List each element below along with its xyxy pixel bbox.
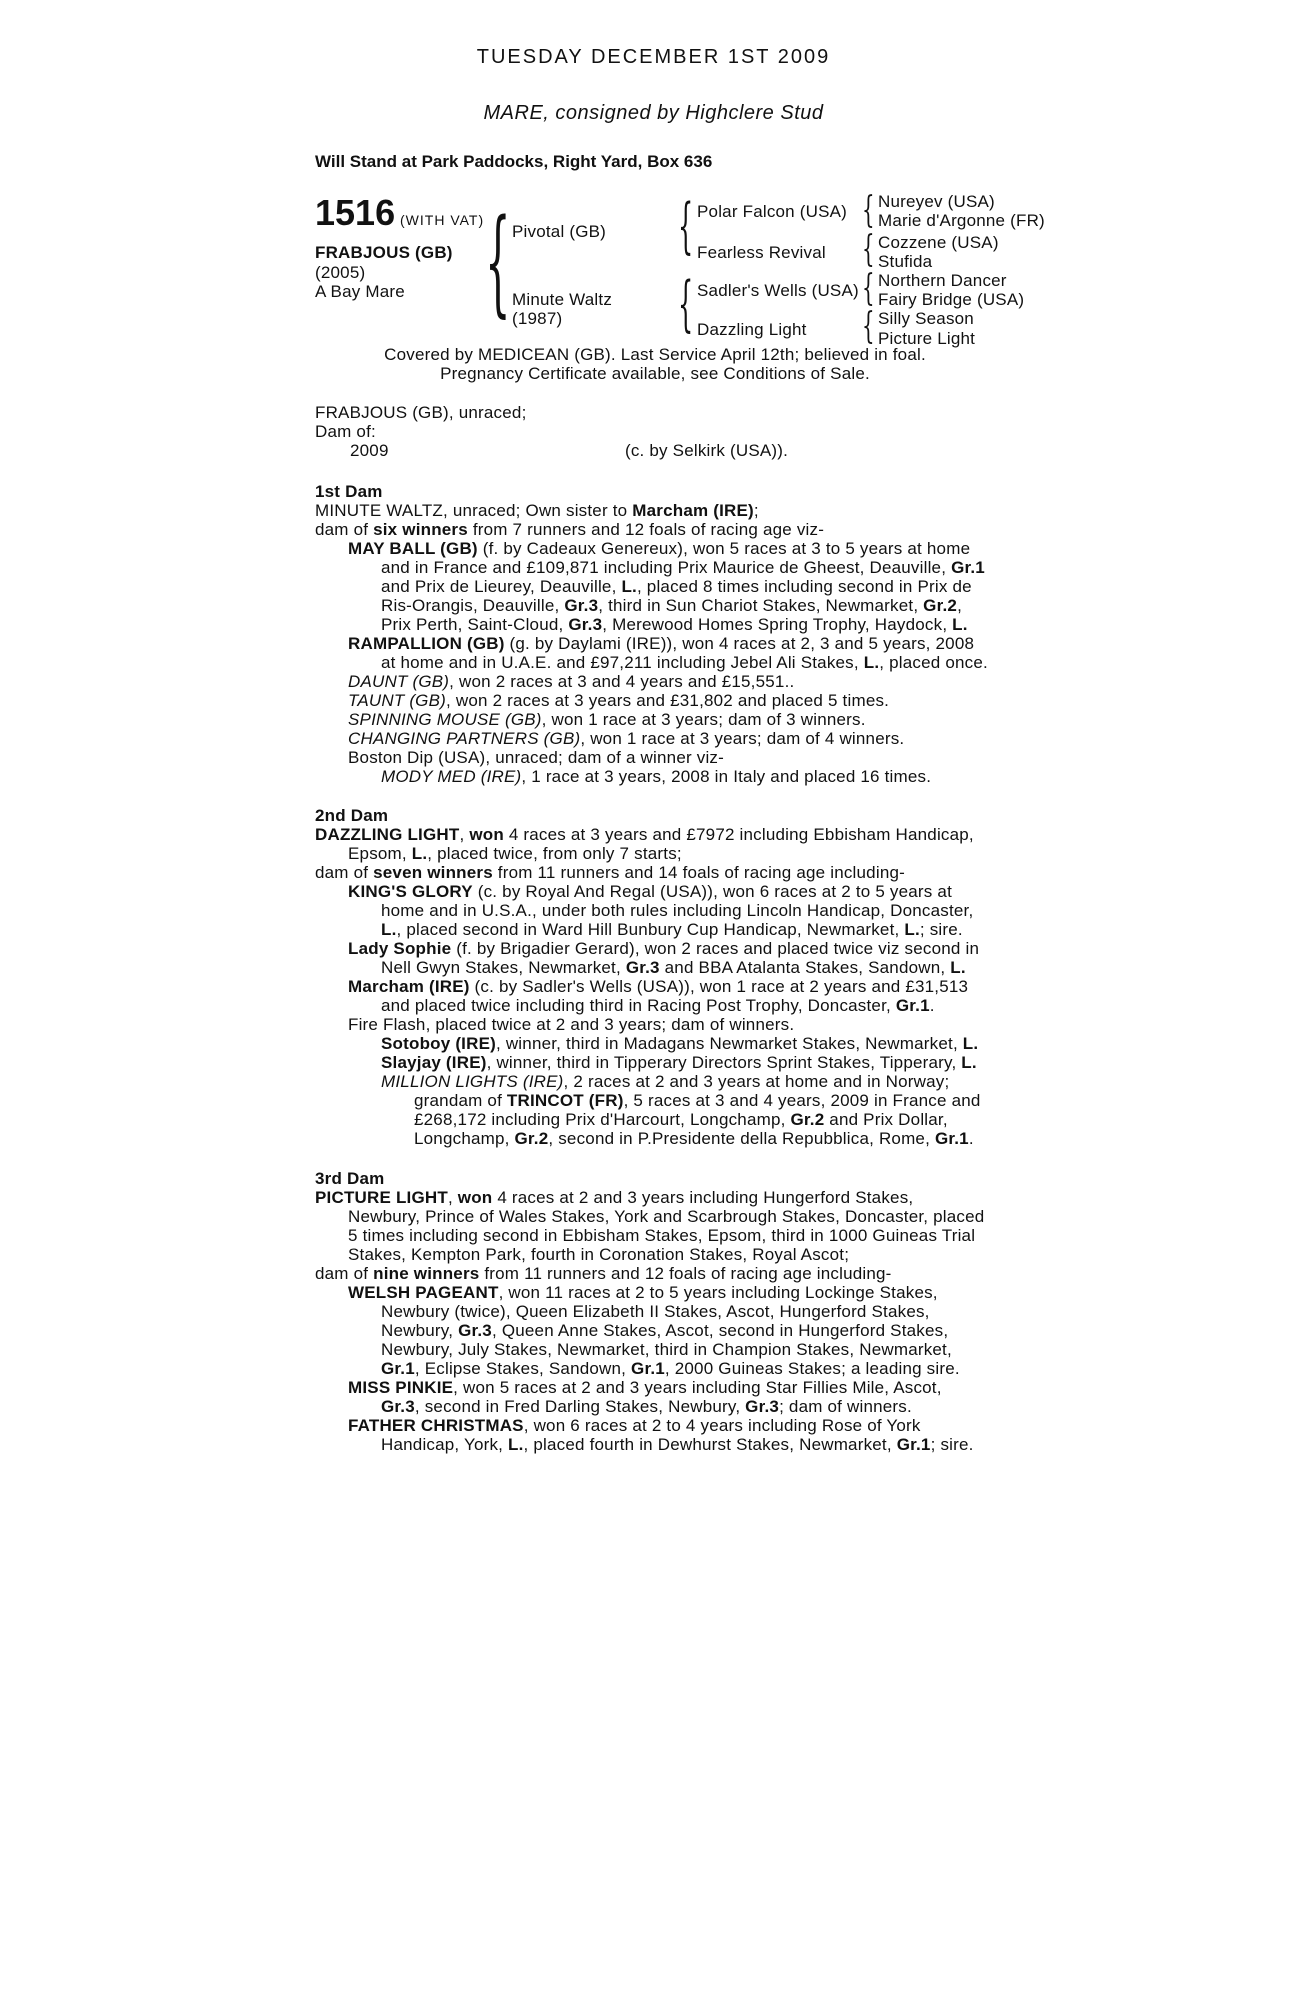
pedigree-dsd: Fairy Bridge (USA) — [878, 290, 1025, 309]
text: from 11 runners and 14 foals of racing age including- — [492, 863, 905, 882]
pedigree-brace-main: { — [485, 195, 511, 329]
text: Boston Dip (USA), unraced; dam of a winner viz- — [348, 748, 724, 767]
text: seven winners — [373, 863, 493, 882]
text: at home and in U.A.E. and £97,211 including Jebel Ali Stakes, — [381, 653, 864, 672]
text: , won 2 races at 3 and 4 years and £15,551.. — [449, 672, 795, 691]
text: , won 6 races at 2 to 4 years including Rose of York — [523, 1416, 921, 1435]
text: Fire Flash, placed twice at 2 and 3 years; dam of winners. — [348, 1015, 795, 1034]
produce-kings-glory — [348, 882, 995, 939]
horse-name: SPINNING MOUSE (GB) — [348, 710, 542, 729]
horse-name: FATHER CHRISTMAS — [348, 1416, 524, 1435]
produce-mody-med — [381, 767, 995, 786]
text: , won 1 race at 3 years; dam of 4 winners. — [580, 729, 905, 748]
produce-rampallion — [348, 634, 995, 672]
text: L. — [904, 920, 920, 939]
horse-name: PICTURE LIGHT — [315, 1188, 448, 1207]
pedigree-sdd: Stufida — [878, 252, 933, 271]
text: (f. by Cadeaux Genereux), won 5 races at 3 to 5 years at home — [477, 539, 971, 558]
produce-slayjay — [381, 1053, 995, 1072]
text: , placed twice, from only 7 starts; — [427, 844, 682, 863]
text: from 7 runners and 12 foals of racing age viz- — [467, 520, 825, 539]
produce-miss-pinkie — [348, 1378, 995, 1416]
horse-name: TAUNT (GB) — [348, 691, 447, 710]
text: , second in Fred Darling Stakes, Newbury, — [414, 1397, 746, 1416]
text: Gr.1 — [896, 1435, 931, 1454]
text: and BBA Atalanta Stakes, Sandown, — [659, 958, 951, 977]
horse-name: FRABJOUS (GB) — [315, 243, 453, 262]
text: MINUTE WALTZ, unraced; Own sister to — [315, 501, 633, 520]
text: ; sire. — [919, 920, 963, 939]
pedigree-ds: Sadler's Wells (USA) — [697, 281, 859, 300]
text: Gr.3 — [625, 958, 660, 977]
text: , won 5 races at 2 and 3 years including Star Fillies Mile, Ascot, — [453, 1378, 942, 1397]
horse-name: MAY BALL (GB) — [348, 539, 478, 558]
text: and Prix de Lieurey, Deauville, — [381, 577, 622, 596]
text: Gr.1 — [934, 1129, 969, 1148]
text: Gr.2 — [790, 1110, 825, 1129]
produce-year: 2009 — [350, 441, 389, 460]
pedigree-ss: Polar Falcon (USA) — [697, 202, 848, 221]
text: £268,172 including Prix d'Harcourt, Longchamp, — [414, 1110, 791, 1129]
text: Ris-Orangis, Deauville, — [381, 596, 565, 615]
text: L. — [411, 844, 428, 863]
produce-intro: FRABJOUS (GB), unraced; — [315, 403, 527, 422]
text: , placed 8 times including second in Prix de — [636, 577, 972, 596]
text: dam of — [315, 1264, 374, 1283]
text: Longchamp, — [414, 1129, 515, 1148]
text: , Merewood Homes Spring Trophy, Haydock, — [602, 615, 953, 634]
text: Gr.3 — [564, 596, 599, 615]
pedigree-dam: Minute Waltz — [512, 290, 613, 309]
text: , third in Sun Chariot Stakes, Newmarket, — [598, 596, 924, 615]
text: , won 11 races at 2 to 5 years including Lockinge Stakes, — [498, 1283, 938, 1302]
pedigree-ddd: Picture Light — [878, 329, 976, 348]
pedigree-sss: Nureyev (USA) — [878, 192, 995, 211]
text: Newbury, — [381, 1321, 459, 1340]
text: . — [968, 1129, 974, 1148]
text: , second in P.Presidente della Repubblica, Rome, — [548, 1129, 935, 1148]
text: Nell Gwyn Stakes, Newmarket, — [381, 958, 626, 977]
text: , — [957, 596, 962, 615]
produce-changing-partners — [348, 729, 995, 748]
text: dam of — [315, 863, 374, 882]
text: Epsom, — [348, 844, 412, 863]
text: Handicap, York, — [381, 1435, 509, 1454]
produce-foal: (c. by Selkirk (USA)). — [625, 441, 789, 460]
text: (f. by Brigadier Gerard), won 2 races and placed twice viz second in — [451, 939, 980, 958]
text: ; — [753, 501, 759, 520]
text: and placed twice including third in Racing Post Trophy, Doncaster, — [381, 996, 896, 1015]
text: , 1 race at 3 years, 2008 in Italy and placed 16 times. — [521, 767, 932, 786]
second-dam-section — [315, 806, 995, 1148]
text: TRINCOT (FR) — [506, 1091, 624, 1110]
produce-taunt — [348, 691, 995, 710]
text: , winner, third in Madagans Newmarket Stakes, Newmarket, — [495, 1034, 963, 1053]
horse-name: MODY MED (IRE) — [381, 767, 522, 786]
horse-name: RAMPALLION (GB) — [348, 634, 505, 653]
text: , Eclipse Stakes, Sandown, — [414, 1359, 632, 1378]
text: 5 times including second in Ebbisham Stakes, Epsom, third in 1000 Guineas Trial — [348, 1226, 976, 1245]
produce-welsh-pageant — [348, 1283, 995, 1378]
horse-name: MILLION LIGHTS (IRE) — [381, 1072, 564, 1091]
text: L. — [952, 615, 968, 634]
produce-sotoboy — [381, 1034, 995, 1053]
text: ; sire. — [930, 1435, 974, 1454]
text: , placed fourth in Dewhurst Stakes, Newmarket, — [523, 1435, 897, 1454]
produce-dam-of: Dam of: — [315, 422, 376, 441]
text: Newbury, July Stakes, Newmarket, third in Champion Stakes, Newmarket, — [381, 1340, 952, 1359]
text: nine winners — [373, 1264, 480, 1283]
horse-name: DAZZLING LIGHT — [315, 825, 460, 844]
text: Newbury, Prince of Wales Stakes, York and Scarbrough Stakes, Doncaster, placed — [348, 1207, 985, 1226]
produce-lady-sophie — [348, 939, 995, 977]
text: and Prix Dollar, — [824, 1110, 948, 1129]
stand-location: Will Stand at Park Paddocks, Right Yard, Box 636 — [315, 152, 713, 171]
text: Stakes, Kempton Park, fourth in Coronation Stakes, Royal Ascot; — [348, 1245, 850, 1264]
pedigree-sd: Fearless Revival — [697, 243, 826, 262]
pedigree-brace-sire: { — [678, 191, 694, 261]
text: Gr.3 — [458, 1321, 492, 1340]
pedigree-ssd: Marie d'Argonne (FR) — [878, 211, 1045, 230]
text: Prix Perth, Saint-Cloud, — [381, 615, 569, 634]
first-dam-heading: 1st Dam — [315, 482, 383, 501]
text: L. — [381, 920, 397, 939]
text: ; dam of winners. — [779, 1397, 912, 1416]
cover-note: Covered by MEDICEAN (GB). Last Service April 12th; believed in foal. — [384, 345, 926, 364]
produce-fire-flash — [348, 1015, 995, 1034]
produce-marcham — [348, 977, 995, 1015]
pedigree-brace-sd: { — [862, 229, 875, 270]
pedigree-brace-dam: { — [678, 269, 694, 339]
horse-name: CHANGING PARTNERS (GB) — [348, 729, 581, 748]
text: Gr.3 — [568, 615, 603, 634]
horse-name: MISS PINKIE — [348, 1378, 454, 1397]
second-dam-heading: 2nd Dam — [315, 806, 389, 825]
consignment-line: MARE, consigned by Highclere Stud — [483, 102, 824, 124]
third-dam-section — [315, 1169, 995, 1454]
pedigree-dss: Northern Dancer — [878, 271, 1007, 290]
pedigree-dam-year: (1987) — [512, 309, 563, 328]
pedigree-dd: Dazzling Light — [697, 320, 807, 339]
text: Gr.1 — [381, 1359, 415, 1378]
text: , — [447, 1188, 458, 1207]
text: , Queen Anne Stakes, Ascot, second in Hungerford Stakes, — [491, 1321, 949, 1340]
text: , — [459, 825, 470, 844]
text: , placed second in Ward Hill Bunbury Cup Handicap, Newmarket, — [396, 920, 905, 939]
first-dam-section — [315, 482, 995, 786]
text: Gr.1 — [631, 1359, 665, 1378]
text: L. — [508, 1435, 524, 1454]
text: L. — [962, 1034, 979, 1053]
text: Gr.1 — [895, 996, 930, 1015]
text: , 5 races at 3 and 4 years, 2009 in France and — [623, 1091, 981, 1110]
text: L. — [863, 653, 880, 672]
horse-name: WELSH PAGEANT — [348, 1283, 499, 1302]
third-dam-heading: 3rd Dam — [315, 1169, 385, 1188]
text: , 2 races at 2 and 3 years at home and in Norway; — [563, 1072, 950, 1091]
text: home and in U.S.A., under both rules including Lincoln Handicap, Doncaster, — [381, 901, 974, 920]
produce-father-christmas — [348, 1416, 995, 1454]
horse-description: A Bay Mare — [315, 282, 405, 301]
text: Gr.3 — [381, 1397, 415, 1416]
text: L. — [950, 958, 966, 977]
text: , placed once. — [879, 653, 988, 672]
lot-number: 1516 — [315, 192, 396, 233]
horse-name: DAUNT (GB) — [348, 672, 450, 691]
produce-boston-dip — [348, 748, 995, 767]
text: dam of — [315, 520, 374, 539]
produce-may-ball — [348, 539, 995, 634]
text: Gr.2 — [514, 1129, 549, 1148]
text: grandam of — [414, 1091, 507, 1110]
horse-name: Marcham (IRE) — [348, 977, 470, 996]
text: and in France and £109,871 including Prix Maurice de Gheest, Deauville, — [381, 558, 952, 577]
text: 4 races at 3 years and £7972 including Ebbisham Handicap, — [503, 825, 974, 844]
text: Marcham (IRE) — [632, 501, 754, 520]
horse-year: (2005) — [315, 263, 366, 282]
produce-spinning-mouse — [348, 710, 995, 729]
produce-million-lights — [381, 1072, 995, 1148]
horse-name: Lady Sophie — [348, 939, 452, 958]
pedigree-brace-ds: { — [862, 268, 875, 309]
horse-name: Slayjay (IRE) — [381, 1053, 487, 1072]
vat-note: (WITH VAT) — [400, 212, 485, 228]
text: , 2000 Guineas Stakes; a leading sire. — [664, 1359, 960, 1378]
text: Newbury (twice), Queen Elizabeth II Stakes, Ascot, Hungerford Stakes, — [381, 1302, 930, 1321]
text: Gr.3 — [745, 1397, 780, 1416]
text: won — [469, 825, 504, 844]
pedigree-sds: Cozzene (USA) — [878, 233, 999, 252]
pedigree-sire: Pivotal (GB) — [512, 222, 607, 241]
text: , won 1 race at 3 years; dam of 3 winners. — [541, 710, 866, 729]
text: six winners — [373, 520, 468, 539]
text: L. — [961, 1053, 977, 1072]
pedigree-brace-dd: { — [862, 306, 875, 347]
text: Gr.2 — [923, 596, 958, 615]
horse-name: KING'S GLORY — [348, 882, 473, 901]
horse-name: Sotoboy (IRE) — [381, 1034, 496, 1053]
text: from 11 runners and 12 foals of racing age including- — [479, 1264, 892, 1283]
text: 4 races at 2 and 3 years including Hungerford Stakes, — [492, 1188, 914, 1207]
pregnancy-note: Pregnancy Certificate available, see Conditions of Sale. — [440, 364, 870, 383]
text: (g. by Daylami (IRE)), won 4 races at 2, 3 and 5 years, 2008 — [504, 634, 975, 653]
text: L. — [621, 577, 637, 596]
pedigree-brace-ss: { — [862, 190, 875, 231]
text: (c. by Royal And Regal (USA)), won 6 races at 2 to 5 years at — [472, 882, 952, 901]
text: , won 2 races at 3 years and £31,802 and placed 5 times. — [446, 691, 890, 710]
text: (c. by Sadler's Wells (USA)), won 1 race at 2 years and £31,513 — [469, 977, 969, 996]
text: , winner, third in Tipperary Directors Sprint Stakes, Tipperary, — [486, 1053, 962, 1072]
text: . — [929, 996, 935, 1015]
sale-date: TUESDAY DECEMBER 1ST 2009 — [476, 46, 831, 68]
produce-daunt — [348, 672, 995, 691]
pedigree-dds: Silly Season — [878, 309, 974, 328]
text: won — [457, 1188, 493, 1207]
text: Gr.1 — [951, 558, 985, 577]
